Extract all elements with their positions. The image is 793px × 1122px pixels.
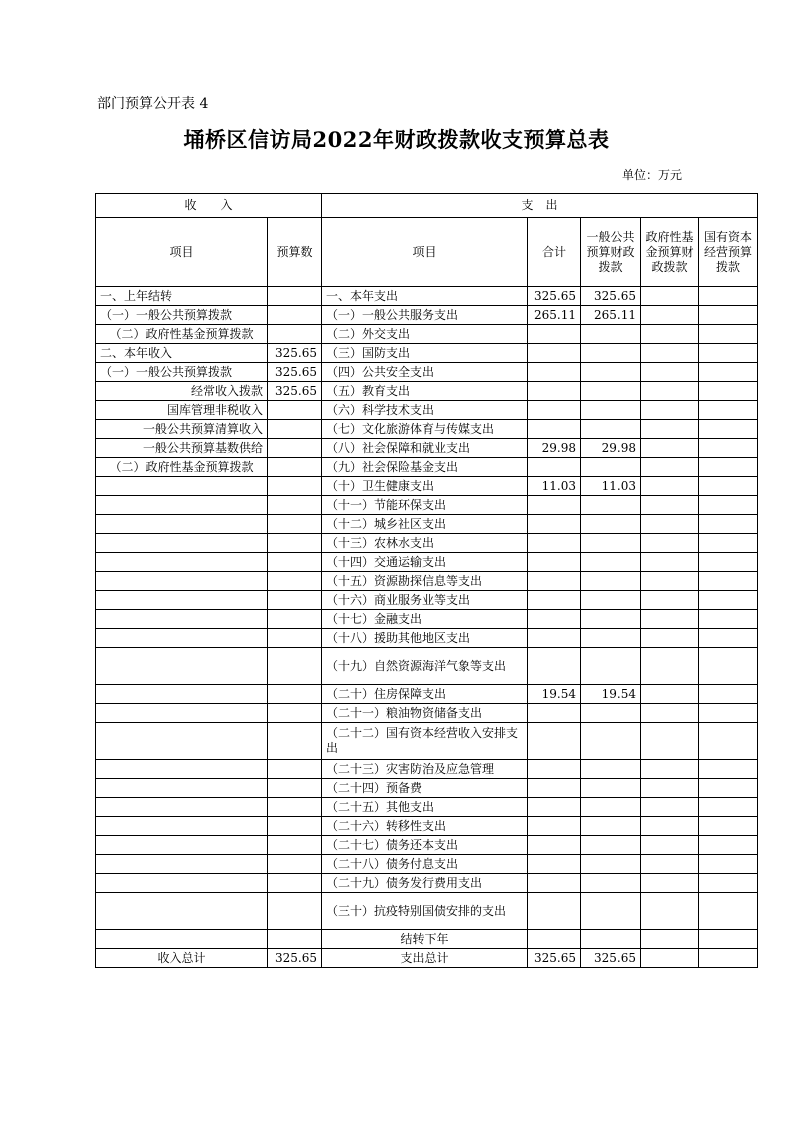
table-row — [96, 930, 758, 949]
gov-fund-cell — [641, 760, 699, 779]
general-public-cell — [581, 591, 641, 610]
expense-item-cell: （二十三）灾害防治及应急管理 — [322, 760, 528, 779]
income-item-cell — [96, 855, 268, 874]
income-item-cell — [96, 704, 268, 723]
income-amount-cell: 325.65 — [268, 363, 322, 382]
income-amount-cell: 325.65 — [268, 382, 322, 401]
total-cell — [528, 836, 581, 855]
general-public-cell — [581, 817, 641, 836]
expense-item-cell: （三）国防支出 — [322, 344, 528, 363]
expense-item-cell: （二十七）债务还本支出 — [322, 836, 528, 855]
table-row — [96, 685, 758, 704]
total-cell: 325.65 — [528, 287, 581, 306]
general-public-cell — [581, 572, 641, 591]
total-cell — [528, 344, 581, 363]
general-public-cell: 29.98 — [581, 439, 641, 458]
income-amount-cell — [268, 306, 322, 325]
state-capital-cell — [699, 893, 758, 930]
table-row — [96, 553, 758, 572]
income-amount-cell — [268, 439, 322, 458]
gov-fund-cell — [641, 798, 699, 817]
table-body — [96, 194, 758, 968]
income-amount-cell — [268, 855, 322, 874]
gov-fund-cell — [641, 930, 699, 949]
general-public-cell — [581, 723, 641, 760]
gov-fund-cell — [641, 591, 699, 610]
table-row — [96, 855, 758, 874]
total-cell: 11.03 — [528, 477, 581, 496]
income-amount-cell — [268, 515, 322, 534]
income-amount-cell — [268, 648, 322, 685]
general-public-cell — [581, 704, 641, 723]
general-public-cell — [581, 760, 641, 779]
table-row — [96, 401, 758, 420]
table-row — [96, 420, 758, 439]
income-item-cell: 二、本年收入 — [96, 344, 268, 363]
income-amount-cell — [268, 553, 322, 572]
income-item-cell — [96, 534, 268, 553]
general-public-cell — [581, 893, 641, 930]
table-row — [96, 723, 758, 760]
total-cell — [528, 817, 581, 836]
general-public-cell: 19.54 — [581, 685, 641, 704]
page-title: 埇桥区信访局2022年财政拨款收支预算总表 — [183, 127, 610, 152]
income-item-cell: （一）一般公共预算拨款 — [96, 363, 268, 382]
total-cell — [528, 420, 581, 439]
total-header: 合计 — [528, 218, 581, 287]
income-amount-cell — [268, 477, 322, 496]
state-capital-cell — [699, 515, 758, 534]
income-amount-header: 预算数 — [268, 218, 322, 287]
income-amount-cell: 325.65 — [268, 949, 322, 968]
expense-item-cell: （十三）农林水支出 — [322, 534, 528, 553]
table-row — [96, 477, 758, 496]
table-row — [96, 515, 758, 534]
general-public-cell: 11.03 — [581, 477, 641, 496]
table-row — [96, 591, 758, 610]
income-item-header: 项目 — [96, 218, 268, 287]
state-capital-cell — [699, 287, 758, 306]
gov-fund-cell — [641, 893, 699, 930]
income-amount-cell — [268, 874, 322, 893]
gov-fund-cell — [641, 458, 699, 477]
total-cell: 265.11 — [528, 306, 581, 325]
general-public-cell — [581, 629, 641, 648]
income-amount-cell — [268, 325, 322, 344]
total-cell: 29.98 — [528, 439, 581, 458]
state-capital-cell — [699, 855, 758, 874]
income-item-cell — [96, 610, 268, 629]
general-public-header: 一般公共预算财政拨款 — [581, 218, 641, 287]
general-public-cell — [581, 420, 641, 439]
gov-fund-cell — [641, 648, 699, 685]
header-row-columns — [96, 218, 758, 287]
total-cell — [528, 496, 581, 515]
general-public-cell — [581, 798, 641, 817]
income-amount-cell — [268, 893, 322, 930]
general-public-cell: 325.65 — [581, 287, 641, 306]
gov-fund-cell — [641, 553, 699, 572]
income-item-cell: 一般公共预算基数供给 — [96, 439, 268, 458]
state-capital-cell — [699, 836, 758, 855]
income-amount-cell — [268, 798, 322, 817]
income-item-cell — [96, 874, 268, 893]
gov-fund-header: 政府性基金预算财政拨款 — [641, 218, 699, 287]
state-capital-cell — [699, 306, 758, 325]
expense-item-cell: （二十一）粮油物资储备支出 — [322, 704, 528, 723]
expense-item-cell: （十七）金融支出 — [322, 610, 528, 629]
state-capital-cell — [699, 401, 758, 420]
income-item-cell — [96, 930, 268, 949]
gov-fund-cell — [641, 534, 699, 553]
income-item-cell — [96, 817, 268, 836]
total-cell — [528, 515, 581, 534]
income-amount-cell — [268, 420, 322, 439]
gov-fund-cell — [641, 779, 699, 798]
state-capital-cell — [699, 458, 758, 477]
income-amount-cell — [268, 629, 322, 648]
income-amount-cell — [268, 287, 322, 306]
table-row — [96, 874, 758, 893]
total-cell — [528, 325, 581, 344]
income-item-cell: （二）政府性基金预算拨款 — [96, 458, 268, 477]
total-cell — [528, 779, 581, 798]
income-item-cell: 一、上年结转 — [96, 287, 268, 306]
expense-item-cell: （二十四）预备费 — [322, 779, 528, 798]
expense-item-cell: 支出总计 — [322, 949, 528, 968]
general-public-cell — [581, 325, 641, 344]
expense-item-cell: （二十九）债务发行费用支出 — [322, 874, 528, 893]
gov-fund-cell — [641, 287, 699, 306]
income-item-cell — [96, 515, 268, 534]
state-capital-cell — [699, 439, 758, 458]
state-capital-cell — [699, 363, 758, 382]
state-capital-cell — [699, 344, 758, 363]
state-capital-cell — [699, 723, 758, 760]
table-row — [96, 534, 758, 553]
general-public-cell — [581, 496, 641, 515]
general-public-cell — [581, 836, 641, 855]
table-row — [96, 306, 758, 325]
income-amount-cell — [268, 610, 322, 629]
total-cell — [528, 553, 581, 572]
income-amount-cell — [268, 779, 322, 798]
income-item-cell — [96, 779, 268, 798]
income-amount-cell — [268, 836, 322, 855]
gov-fund-cell — [641, 817, 699, 836]
state-capital-cell — [699, 553, 758, 572]
income-item-cell: 一般公共预算清算收入 — [96, 420, 268, 439]
general-public-cell — [581, 610, 641, 629]
income-amount-cell — [268, 685, 322, 704]
expense-item-cell: （十五）资源勘探信息等支出 — [322, 572, 528, 591]
expense-item-cell: （六）科学技术支出 — [322, 401, 528, 420]
state-capital-cell — [699, 629, 758, 648]
total-cell — [528, 874, 581, 893]
total-cell — [528, 855, 581, 874]
income-item-cell — [96, 496, 268, 515]
income-amount-cell — [268, 817, 322, 836]
general-public-cell — [581, 930, 641, 949]
income-item-cell: 国库管理非税收入 — [96, 401, 268, 420]
gov-fund-cell — [641, 439, 699, 458]
income-item-cell — [96, 477, 268, 496]
income-amount-cell: 325.65 — [268, 344, 322, 363]
state-capital-cell — [699, 496, 758, 515]
income-group-header: 收 入 — [96, 194, 322, 218]
total-cell — [528, 704, 581, 723]
total-cell — [528, 382, 581, 401]
expense-item-cell: 结转下年 — [322, 930, 528, 949]
general-public-cell — [581, 401, 641, 420]
gov-fund-cell — [641, 496, 699, 515]
state-capital-cell — [699, 572, 758, 591]
table-row — [96, 363, 758, 382]
gov-fund-cell — [641, 949, 699, 968]
gov-fund-cell — [641, 477, 699, 496]
state-capital-cell — [699, 610, 758, 629]
total-cell — [528, 572, 581, 591]
general-public-cell: 325.65 — [581, 949, 641, 968]
total-cell — [528, 591, 581, 610]
gov-fund-cell — [641, 401, 699, 420]
expense-item-cell: （三十）抗疫特别国债安排的支出 — [322, 893, 528, 930]
expense-item-cell: （十八）援助其他地区支出 — [322, 629, 528, 648]
expense-item-cell: （二十）住房保障支出 — [322, 685, 528, 704]
gov-fund-cell — [641, 629, 699, 648]
income-amount-cell — [268, 534, 322, 553]
total-cell — [528, 760, 581, 779]
income-item-cell — [96, 591, 268, 610]
expense-item-cell: （二十二）国有资本经营收入安排支出 — [322, 723, 528, 760]
general-public-cell — [581, 458, 641, 477]
expense-item-cell: （二十六）转移性支出 — [322, 817, 528, 836]
general-public-cell — [581, 855, 641, 874]
state-capital-cell — [699, 760, 758, 779]
income-item-cell — [96, 648, 268, 685]
table-row — [96, 893, 758, 930]
total-cell — [528, 610, 581, 629]
general-public-cell — [581, 534, 641, 553]
gov-fund-cell — [641, 382, 699, 401]
income-amount-cell — [268, 760, 322, 779]
table-row — [96, 836, 758, 855]
gov-fund-cell — [641, 836, 699, 855]
table-row — [96, 572, 758, 591]
state-capital-cell — [699, 648, 758, 685]
expense-item-cell: （一）一般公共服务支出 — [322, 306, 528, 325]
state-capital-cell — [699, 477, 758, 496]
table-row — [96, 496, 758, 515]
state-capital-cell — [699, 534, 758, 553]
income-amount-cell — [268, 591, 322, 610]
table-row — [96, 287, 758, 306]
general-public-cell — [581, 779, 641, 798]
expense-item-cell: （五）教育支出 — [322, 382, 528, 401]
budget-table — [95, 193, 758, 968]
state-capital-cell — [699, 325, 758, 344]
table-row — [96, 648, 758, 685]
expense-item-cell: （二十五）其他支出 — [322, 798, 528, 817]
gov-fund-cell — [641, 572, 699, 591]
total-cell — [528, 534, 581, 553]
total-cell — [528, 363, 581, 382]
gov-fund-cell — [641, 685, 699, 704]
gov-fund-cell — [641, 723, 699, 760]
gov-fund-cell — [641, 420, 699, 439]
table-row — [96, 610, 758, 629]
expense-item-cell: （四）公共安全支出 — [322, 363, 528, 382]
table-row — [96, 779, 758, 798]
table-row — [96, 344, 758, 363]
general-public-cell — [581, 874, 641, 893]
expense-item-cell: 一、本年支出 — [322, 287, 528, 306]
income-amount-cell — [268, 458, 322, 477]
unit-label: 单位：万元 — [622, 168, 683, 182]
total-cell — [528, 629, 581, 648]
table-row — [96, 458, 758, 477]
income-item-cell: 经常收入拨款 — [96, 382, 268, 401]
state-capital-cell — [699, 798, 758, 817]
income-item-cell: （一）一般公共预算拨款 — [96, 306, 268, 325]
expense-item-cell: （十一）节能环保支出 — [322, 496, 528, 515]
income-item-cell — [96, 723, 268, 760]
income-item-cell — [96, 760, 268, 779]
expense-item-cell: （二十八）债务付息支出 — [322, 855, 528, 874]
state-capital-cell — [699, 591, 758, 610]
gov-fund-cell — [641, 704, 699, 723]
expense-item-cell: （十六）商业服务业等支出 — [322, 591, 528, 610]
gov-fund-cell — [641, 515, 699, 534]
total-cell — [528, 930, 581, 949]
state-capital-cell — [699, 817, 758, 836]
income-item-cell — [96, 893, 268, 930]
state-capital-cell — [699, 382, 758, 401]
general-public-cell — [581, 363, 641, 382]
table-row — [96, 949, 758, 968]
expense-item-cell: （十二）城乡社区支出 — [322, 515, 528, 534]
gov-fund-cell — [641, 363, 699, 382]
gov-fund-cell — [641, 610, 699, 629]
total-cell: 19.54 — [528, 685, 581, 704]
total-cell — [528, 458, 581, 477]
gov-fund-cell — [641, 874, 699, 893]
general-public-cell — [581, 648, 641, 685]
header-row-groups — [96, 194, 758, 218]
expense-item-cell: （二）外交支出 — [322, 325, 528, 344]
gov-fund-cell — [641, 344, 699, 363]
income-item-cell — [96, 572, 268, 591]
table-row — [96, 704, 758, 723]
general-public-cell — [581, 382, 641, 401]
income-amount-cell — [268, 930, 322, 949]
gov-fund-cell — [641, 855, 699, 874]
table-row — [96, 760, 758, 779]
general-public-cell — [581, 553, 641, 572]
income-item-cell: （二）政府性基金预算拨款 — [96, 325, 268, 344]
income-item-cell — [96, 629, 268, 648]
state-capital-cell — [699, 779, 758, 798]
state-capital-cell — [699, 874, 758, 893]
income-item-cell — [96, 685, 268, 704]
state-capital-cell — [699, 685, 758, 704]
gov-fund-cell — [641, 306, 699, 325]
state-capital-cell — [699, 930, 758, 949]
total-cell — [528, 401, 581, 420]
total-cell — [528, 893, 581, 930]
general-public-cell — [581, 515, 641, 534]
expense-item-cell: （八）社会保障和就业支出 — [322, 439, 528, 458]
total-cell — [528, 648, 581, 685]
expense-item-cell: （九）社会保险基金支出 — [322, 458, 528, 477]
expense-item-cell: （十）卫生健康支出 — [322, 477, 528, 496]
state-capital-cell — [699, 704, 758, 723]
total-cell: 325.65 — [528, 949, 581, 968]
expense-item-header: 项目 — [322, 218, 528, 287]
income-amount-cell — [268, 704, 322, 723]
state-capital-cell — [699, 420, 758, 439]
total-cell — [528, 723, 581, 760]
gov-fund-cell — [641, 325, 699, 344]
income-amount-cell — [268, 723, 322, 760]
table-row — [96, 817, 758, 836]
income-amount-cell — [268, 572, 322, 591]
table-row — [96, 439, 758, 458]
income-item-cell — [96, 553, 268, 572]
expense-item-cell: （十九）自然资源海洋气象等支出 — [322, 648, 528, 685]
income-amount-cell — [268, 401, 322, 420]
income-amount-cell — [268, 496, 322, 515]
expense-item-cell: （十四）交通运输支出 — [322, 553, 528, 572]
income-item-cell — [96, 836, 268, 855]
table-row — [96, 798, 758, 817]
expense-group-header: 支 出 — [322, 194, 758, 218]
general-public-cell: 265.11 — [581, 306, 641, 325]
expense-item-cell: （七）文化旅游体育与传媒支出 — [322, 420, 528, 439]
state-capital-header: 国有资本经营预算拨款 — [699, 218, 758, 287]
general-public-cell — [581, 344, 641, 363]
table-row — [96, 629, 758, 648]
income-item-cell: 收入总计 — [96, 949, 268, 968]
income-item-cell — [96, 798, 268, 817]
state-capital-cell — [699, 949, 758, 968]
total-cell — [528, 798, 581, 817]
document-label: 部门预算公开表 4 — [97, 96, 209, 112]
table-row — [96, 325, 758, 344]
table-row — [96, 382, 758, 401]
